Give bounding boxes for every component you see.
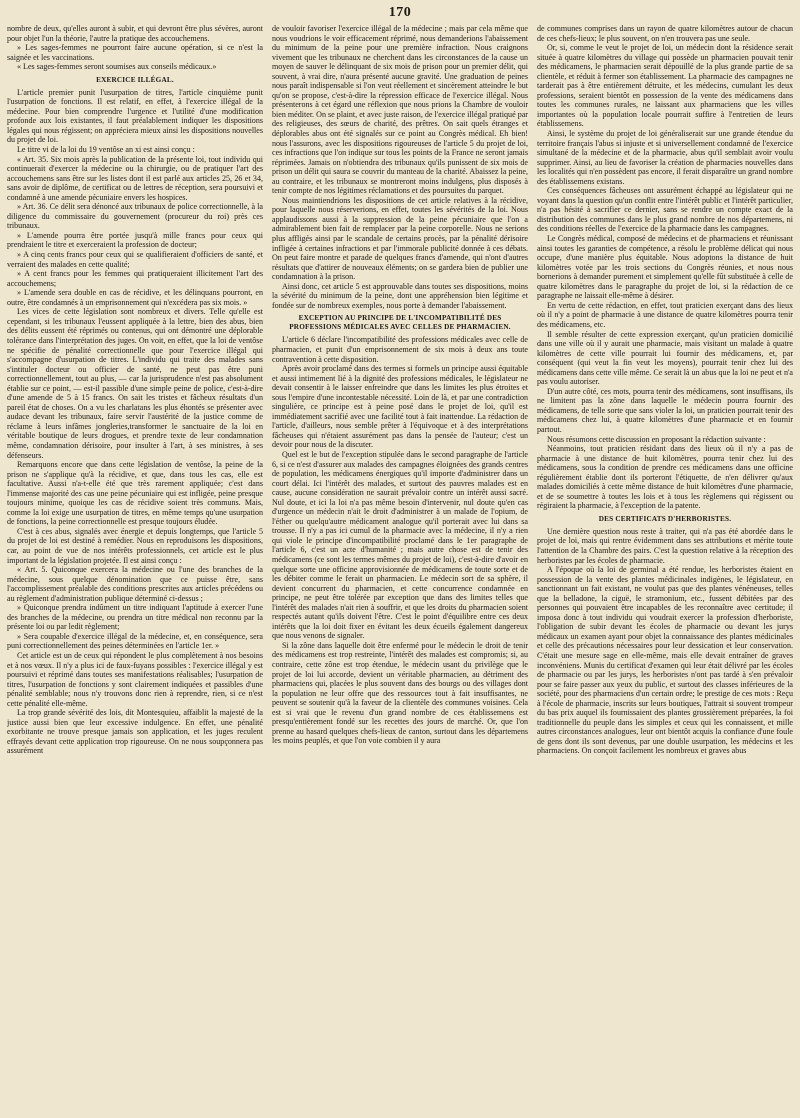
paragraph: « Art. 5. Quiconque exercera la médecine ou l'une des branches de la médecine, sous quelque dénomination que ce puisse être, sans l'accomplissement préalable des conditions prescrites aux articles précédens ou au règlement d'administration publique déterminé ci-dessus ; — [7, 565, 263, 603]
paragraph: Il semble résulter de cette expression exerçant, qu'un praticien domicilié dans une ville où il y aurait une pharmacie, mais visitant un malade à quatre kilomètres de cette ville pourrait lui fournir des médicamens, et, par conséquent (qui veut la fin veut les moyens), pourrait tenir chez lui des médicamens dans cette ville même. Ce serait là un abus que la loi ne peut et n'a pas voulu autoriser. — [537, 329, 793, 387]
paragraph: Le titre vi de la loi du 19 ventôse an xi est ainsi conçu : — [17, 145, 195, 155]
paragraph: nombre de deux, qu'elles auront à subir, et qui devront être plus sévères, auront pour objet l'un la théorie, l'autre la pratique des accouchemens. — [7, 24, 263, 43]
paragraph: » A cinq cents francs pour ceux qui se qualifieraient d'officiers de santé, et verraient des malades en cette qualité; — [7, 250, 263, 269]
paragraph: L'article premier punit l'usurpation de titres, l'article cinquième punit l'usurpation de fonctions. Il est relatif, en effet, à l'exercice illégal de la médecine. Pour bien comprendre l'urgence et l'utilité d'une modification profonde aux lois existantes, il faut préalablement indiquer les dispositions légales qui nous régissent; on appréciera mieux ainsi les dispositions nouvelles du projet de loi. — [7, 87, 263, 145]
paragraph: Ainsi donc, cet article 5 est approuvable dans toutes ses dispositions, moins la sévérité du minimum de la peine, dont une appréhension bien légitime et fondée sur de nombreux exemples, nous porte à demander l'abaissement. — [272, 281, 528, 310]
paragraph: Nous maintiendrions les dispositions de cet article relatives à la récidive, pour laquelle nous réserverions, en effet, toutes les sévérités de la loi. Nous applaudissons aussi à la suppression de la peine pécuniaire que l'on a admirablement bien fait de remplacer par la peine corporelle. Nous ne serions plus affligés ainsi par le scandale de certains procès, par la pénalité dérisoire infligée à certaines infractions et par l'immorale publicité donnée à ces débats. On peut faire montre et parade de quelques francs d'amende, qui n'ont d'autres résultats que d'attirer de nouveaux éléments; on se gardera bien de publier une condamnation à la prison. — [272, 195, 528, 282]
paragraph: Quel est le but de l'exception stipulée dans le second paragraphe de l'article 6, si ce n'est d'assurer aux malades des campagnes éloignées des grands centres de population, les médicamens énergiques qu'il importe d'administrer dans un court délai. Ici l'intérêt des malades, et surtout des pauvres malades est en cause, aucune considération ne saurait prévaloir contre un intérêt aussi sacré. Nul doute, et ici la loi n'a pas même besoin d'intervenir, nul doute qu'en cas d'urgence un médecin n'ait le droit d'administrer à un malade de l'opium, de l'éther ou quelqu'autre médicament analogue qu'il porterait avec lui dans sa trousse. Il n'y a pas ici cumul de la pharmacie avec la médecine, il n'y a rien qui viole le principe d'incompatibilité proclamé dans le 1er paragraphe de l'article 6, c'est un acte d'humanité ; mais autre chose est de tenir des médicamens (ce sont les termes mêmes du projet de loi), c'est-à-dire d'avoir en quelque sorte une officine approvisionnée de médicamens de toute sorte et de les débiter comme le ferait un pharmacien. Le médecin sort de sa sphère, il devient concurrent du pharmacien, et cette concurrence condamnée en principe, ne peut être tolérée par exception que dans des limites telles que l'intérêt des malades n'ait rien à souffrir, et que les droits du pharmacien soient respectés autant qu'ils doivent l'être. C'est le point d'équilibre entre ces deux intérêts que la loi doit fixer en évitant les deux écueils également dangereux que nous venons de signaler. — [272, 449, 528, 641]
paragraph: » Sera coupable d'exercice illégal de la médecine, et, en conséquence, sera puni correctionnellement des peines déterminées en l'article 1er. » — [7, 631, 263, 651]
section-heading: DES CERTIFICATS D'HERBORISTES. — [598, 514, 732, 523]
paragraph: Après avoir proclamé dans des termes si formels un principe aussi équitable et aussi intimement lié à la dignité des professions médicales, le législateur ne devait consentir à le laisser enfreindre que dans les limites les plus étroites et sous l'empire d'une incontestable nécessité. Loin de là, et par une contradiction singulière, ce principe est à peine posé dans le projet de loi, qu'il est immédiatement sacrifié avec une facilité tout à fait inattendue. La rédaction de l'article, d'ailleurs, nous semble prêter à l'équivoque et à des interprétations fâcheuses qui n'étaient assurément pas dans la pensée de l'auteur; c'est un devoir pour nous de la discuter. — [272, 364, 528, 450]
paragraph: Ainsi, le système du projet de loi généraliserait sur une grande étendue du territoire français l'abus si injuste et si universellement condamné de l'exercice simultané de la médecine et de la pharmacie, abus qu'il semblait avoir voulu supprimer. Ainsi, au lieu de favoriser la création de pharmacies nouvelles dans les localités qui n'en possèdent pas encore, il ferait disparaître un grand nombre des établissemens existans. — [537, 129, 793, 186]
paragraph: Une dernière question nous reste à traiter, qui n'a pas été abordée dans le projet de loi, mais qui rentre évidemment dans ses attributions et mérite toute l'attention de la Chambre des pairs. C'est la question relative à la réception des herboristes par les écoles de pharmacie. — [537, 526, 793, 565]
paragraph: Le Congrès médical, composé de médecins et de pharmaciens et réunissant ainsi toutes les garanties de compétence, a résolu le problème délicat qui nous occupe, d'une manière plus équitable. Nous adoptons la distance de huit kilomètres votée par les trois sections du Congrès réunies, et nous nous bornerions à demander purement et simplement qu'elle fût substituée à celle de quatre kilomètres dans le paragraphe du projet de loi, si la rédaction de ce paragraphe ne laissait elle-même à désirer. — [537, 234, 793, 301]
paragraph: Or, si, comme le veut le projet de loi, un médecin dont la résidence serait située à quatre kilomètres du village qui possède un pharmacien pouvait tenir des médicamens, le pharmacien serait dépouillé de la plus grande partie de sa clientèle, et réduit à fermer son établissement. La pharmacie des campagnes ne tarderait pas à être entièrement détruite, et les médecins, cumulant les deux professions, seraient bientôt en possession de la vente des médicamens dans toutes les communes rurales, ne laissant aux pharmaciens que les villes importantes où la population locale pourrait suffire à l'entretien de leurs établissemens. — [537, 43, 793, 129]
paragraph: » L'amende sera double en cas de récidive, et les délinquans pourront, en outre, être condamnés à un emprisonnement qui n'excédera pas six mois. » — [7, 288, 263, 307]
paragraph: Nous résumons cette discussion en proposant la rédaction suivante : — [547, 434, 766, 444]
column-3 — [537, 24, 793, 1118]
paragraph: » Quiconque prendra indûment un titre indiquant l'aptitude à exercer l'une des branches de la médecine, ou prendra un titre médical non reconnu par la présente loi ou par ledit règlement; — [7, 603, 263, 632]
column-2 — [272, 24, 528, 1118]
paragraph: « Art. 35. Six mois après la publication de la présente loi, tout individu qui continuerait d'exercer la médecine ou la chirurgie, ou de pratiquer l'art des accouchemens sans être sur les listes dont il est parlé aux articles 25, 26 et 34, sans avoir de diplôme, de certificat ou de lettres de réception, sera poursuivi et condamné à une amende pécuniaire envers les hospices. — [7, 154, 263, 202]
section-heading: EXERCICE ILLÉGAL. — [96, 75, 174, 84]
paragraph: Si la zône dans laquelle doit être enfermé pour le médecin le droit de tenir des médicamens est trop restreinte, l'intérêt des malades est compromis; si, au contraire, cette zône est trop étendue, le médecin usant du privilège que le projet de loi lui accorde, devient un véritable pharmacien, au détriment des pharmaciens qui, placées le plus souvent dans des bourgs ou des villages dont la population ne leur offre que des ressources tout à fait insuffisantes, ne peuvent se soutenir qu'à la faveur de la clientèle des communes voisines. Cela est si vrai que le revenu d'un grand nombre de ces établissemens est presqu'entièrement fondé sur les recettes des jours de marché. Or, que l'on prenne au hasard quelques chefs-lieux de canton, surtout dans les départemens les moins peuplés, et que l'on voie combien il y aura — [272, 640, 528, 746]
paragraph: » Les sages-femmes ne pourront faire aucune opération, si ce n'est la saignée et les vaccinations. — [7, 43, 263, 62]
paragraph: D'un autre côté, ces mots, pourra tenir des médicamens, sont insuffisans, ils ne limitent pas la zône dans laquelle le médecin pourra fournir des médicamens, de telle sorte que sans violer la loi, un praticien pourrait tenir des médicamens chez lui, à quatre kilomètres d'une pharmacie et en fournir partout. — [537, 386, 793, 434]
paragraph: En vertu de cette rédaction, en effet, tout praticien exerçant dans des lieux où il n'y a point de pharmacie à une distance de quatre kilomètres pourra tenir des médicamens, etc. — [537, 300, 793, 329]
paragraph: de vouloir favoriser l'exercice illégal de la médecine ; mais par cela même que nous voudrions le voir efficacement réprimé, nous demanderions l'abaissement du minimum de la peine pour une première infraction. Nous craignons vivement que les tribunaux ne cherchent dans les circonstances de la cause un moyen de sauver le délinquant de six mois de prison pour un premier délit, qui souvent, à vrai dire, n'aura présenté aucune gravité. Une graduation de peines nous paraît indispensable si l'on veut réellement et sincèrement atteindre le but qu'on se propose, c'est-à-dire la répression efficace de l'exercice illégal. Nous présenterons à cet égard une réflexion que nous prions la Chambre de vouloir bien méditer. On se plaint, et avec juste raison, de l'exercice illégal pratiqué par des religieuses, des sœurs de charité, des prêtres. On sait quels étranges et déplorables abus ont été signalés sur ce point au Congrès médical. Eh bien! nous l'assurons, avec les dispositions rigoureuses de l'article 5 du projet de loi, ces infractions que l'on indique sur tous les points de la France ne seront jamais réprimées. Jamais on n'obtiendra des tribunaux qu'ils punissent de six mois de prison un délit qui saura se couvrir du manteau de la charité. Abaissez la peine, au contraire, et les tribunaux se montreront moins indulgens, plus disposés à tenir compte de nos légitimes réclamations et des poursuites du parquet. — [272, 24, 528, 196]
paragraph: de communes comprises dans un rayon de quatre kilomètres autour de chacun de ces chefs-lieux; le plus souvent, on n'en trouvera pas une seule. — [537, 24, 793, 43]
paragraph: A l'époque où la loi de germinal a été rendue, les herboristes étaient en possession de la vente des plantes médicinales indigènes, le législateur, en sanctionnant un fait existant, ne voulut pas que des plantes vénéneuses, telles que la belladone, la ciguë, le stramonium, etc., fussent débitées par des personnes qui pouvaient être incapables de les reconnaître avec certitude; il imposa donc à tout individu qui voudrait exercer la profession d'herboriste, l'obligation de subir devant les écoles de pharmacie ou devant les jurys médicaux un examen ayant pour objet la connaissance des plantes médicinales et celle des précautions nécessaires pour leur dessication et leur conservation. C'était une mesure sage en elle-même, mais elle devait entraîner de graves inconvéniens. Munis du certificat d'examen qui leur était délivré par les écoles de pharmacie ou par les jurys, les herboristes n'ont pas tardé à s'en prévaloir pour se faire passer aux yeux du public, et surtout des classes inférieures de la société, pour des pharmaciens d'un certain ordre; le prestige de ces mots : Reçu à l'école de pharmacie, inscrits sur leurs boutiques, l'attrait si souvent trompeur du bas prix auquel ils fournissaient des plantes grossièrement préparées, la foi traditionnelle du peuple dans les simples et ceux qui les connaissent, et mille autres circonstances analogues, leur ont bientôt acquis la confiance d'une foule de gens dont ils sont devenus, par une double usurpation, les médecins et les pharmaciens. On conçoit facilement les nombreux et graves abus — [537, 565, 793, 756]
section-heading: EXCEPTION AU PRINCIPE DE L'INCOMPATIBILITÉ DES PROFESSIONS MÉDICALES AVEC CELLES DE PHARMACIEN. — [289, 314, 511, 332]
column-1 — [7, 24, 263, 1118]
paragraph: » L'amende pourra être portée jusqu'à mille francs pour ceux qui prendraient le titre et exerceraient la profession de docteur; — [7, 230, 263, 250]
paragraph: Cet article est un de ceux qui répondent le plus complètement à nos besoins et à nos vœux. Il n'y a plus ici de faux-fuyans possibles : l'exercice illégal y est poursuivi et réprimé dans toutes ses manifestations réalisables; l'usurpation de titres, l'usurpation de fonctions y sont clairement indiquées et passibles d'une pénalité semblable; nous n'y trouvons donc rien à reprendre, rien, si ce n'est cette pénalité elle-même. — [7, 651, 263, 708]
paragraph: La trop grande sévérité des lois, dit Montesquieu, affaiblit la majesté de la justice aussi bien que leur excessive indulgence. En effet, une pénalité exorbitante ne trouve presque jamais son application, et les juges reculent effrayés devant cette application trop rigoureuse. On ne nous soupçonnera pas assurément — [7, 708, 263, 756]
paragraph: « Les sages-femmes seront soumises aux conseils médicaux.» — [17, 62, 217, 72]
paragraph: Les vices de cette législation sont nombreux et divers. Telle qu'elle est cependant, si les tribunaux l'eussent appliquée à la lettre, bien des abus, bien des délits eussent été réprimés ou contenus, qui ont démontré une déplorable tolérance dans l'interprétation des juges. On voit, en effet, que la loi de ventôse ne spécifie de pénalité correctionnelle que pour l'exercice illégal qui s'accompagne d'usurpation de titres. L'individu qui traite des malades sans s'intituler docteur ou officier de santé, ne peut pas être puni correctionnellement, tout au plus, — car la jurisprudence n'est pas absolument établie sur ce point, — est-il passible d'une simple peine de police, c'est-à-dire d'une amende de 5 à 15 francs. On sait les tristes et fâcheux résultats d'un pareil état de choses. On a vu les charlatans les plus éhontés se présenter avec audace devant les tribunaux, faire servir l'austérité de la justice comme de réclame à leurs infâmes jongleries,transformer le sanctuaire de la loi en véritable boutique de leurs drogues, et prendre texte de leur condamnation même, condamnation dérisoire, pour insulter à l'art, à ses ministres, à ses défenseurs. — [7, 307, 263, 460]
paragraph: » A cent francs pour les femmes qui pratiqueraient illicitement l'art des accouchemens; — [7, 269, 263, 288]
paragraph: » Art. 36. Ce délit sera dénoncé aux tribunaux de police correctionnelle, à la diligence du commissaire du gouvernement (procureur du roi) près ces tribunaux. — [7, 202, 263, 231]
paragraph: C'est à ces abus, signalés avec énergie et depuis longtemps, que l'article 5 du projet de loi est destiné à remédier. Nous en reproduisons les dispositions, car, au point de vue de nos intérêts professionnels, cet article est le plus important de la législation projetée. Il est ainsi conçu : — [7, 526, 263, 565]
text-columns — [7, 24, 793, 1118]
paragraph: Ces conséquences fâcheuses ont assurément échappé au législateur qui ne voyant dans la question qu'un conflit entre l'intérêt public et l'intérêt particulier, n'a pas hésité à sacrifier ce dernier, sans se rendre un compte exact de la distribution des communes dans le plus grand nombre de nos départemens, ni des conditions réelles de l'exercice de la pharmacie dans les campagnes. — [537, 186, 793, 234]
paragraph: L'article 6 déclare l'incompatibilité des professions médicales avec celle de pharmacien, et punit d'un emprisonnement de six mois à deux ans toute contravention à cette disposition. — [272, 335, 528, 364]
paragraph: Remarquons encore que dans cette législation de ventôse, la peine de la prison ne s'applique qu'à la récidive, et que, dans tous les cas, elle est facultative. Aussi n'a-t-elle été que très rarement appliquée; c'est dans l'immense majorité des cas une peine pécuniaire qui est infligée, peine presque toujours minime, quoique les cas de récidive soient très communs. Mais, comme la loi exige une usurpation de titres, en même temps qu'une usurpation de fonctions, la peine correctionnelle est presque toujours éludée. — [7, 460, 263, 527]
page-number: 170 — [388, 5, 412, 20]
paragraph: Néanmoins, tout praticien résidant dans des lieux où il n'y a pas de pharmacie à une distance de huit kilomètres, pourra tenir chez lui des médicamens, sous la condition de prendre ces médicamens dans une officine régulièrement établie dont ils porteront l'étiquette, de n'en délivrer qu'aux malades domiciliés à cette même distance de huit kilomètres d'une pharmacie, et de se soumettre à toutes les lois et à tous les règlemens qui régissent ou régiraient la pharmacie, à l'exception de la patente. — [537, 444, 793, 511]
